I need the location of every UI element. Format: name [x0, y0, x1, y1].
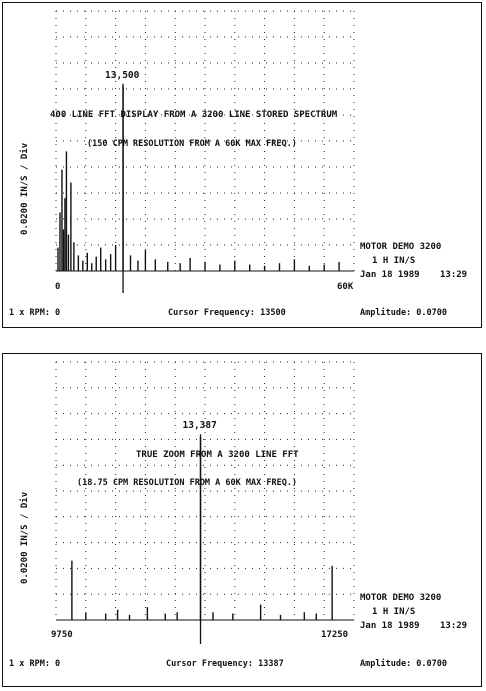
fft-chart-bottom: [3, 354, 483, 688]
chart-title: 400 LINE FFT DISPLAY FROM A 3200 LINE STORED SPECTRUM: [50, 110, 338, 120]
cursor-label: 13,387: [182, 420, 217, 432]
footer-rpm: 1 x RPM: 0: [9, 308, 61, 318]
info-date: Jan 18 1989: [360, 621, 420, 631]
x-start-label: 0: [55, 282, 61, 292]
chart-subtitle: (150 CPM RESOLUTION FROM A 60K MAX FREQ.): [87, 139, 297, 149]
info-date: Jan 18 1989: [360, 270, 420, 280]
x-start-label: 9750: [51, 630, 73, 640]
info-time: 13:29: [440, 270, 468, 280]
info-time: 13:29: [440, 621, 468, 631]
fft-panel-top: [2, 2, 482, 328]
footer-cursor-frequency: Cursor Frequency: 13387: [166, 659, 284, 669]
footer-amplitude: Amplitude: 0.0700: [360, 659, 447, 669]
footer-rpm: 1 x RPM: 0: [9, 659, 61, 669]
info-units: 1 H IN/S: [372, 607, 416, 617]
chart-grid: [56, 362, 354, 620]
info-units: 1 H IN/S: [372, 256, 416, 266]
fft-panel-bottom: [2, 353, 482, 687]
x-end-label: 17250: [321, 630, 349, 640]
chart-title: TRUE ZOOM FROM A 3200 LINE FFT: [136, 450, 299, 460]
info-title: MOTOR DEMO 3200: [360, 593, 442, 603]
fft-chart-top: [3, 3, 483, 329]
x-end-label: 60K: [337, 282, 354, 292]
cursor-label: 13,500: [105, 69, 140, 81]
y-axis-label: 0.0200 IN/S / Div: [20, 142, 30, 235]
info-title: MOTOR DEMO 3200: [360, 242, 442, 252]
spectrum-lines: [72, 437, 332, 620]
chart-subtitle: (18.75 CPM RESOLUTION FROM A 60K MAX FREQ.): [77, 478, 298, 488]
footer-cursor-frequency: Cursor Frequency: 13500: [168, 308, 286, 318]
y-axis-label: 0.0200 IN/S / Div: [20, 491, 30, 584]
footer-amplitude: Amplitude: 0.0700: [360, 308, 447, 318]
